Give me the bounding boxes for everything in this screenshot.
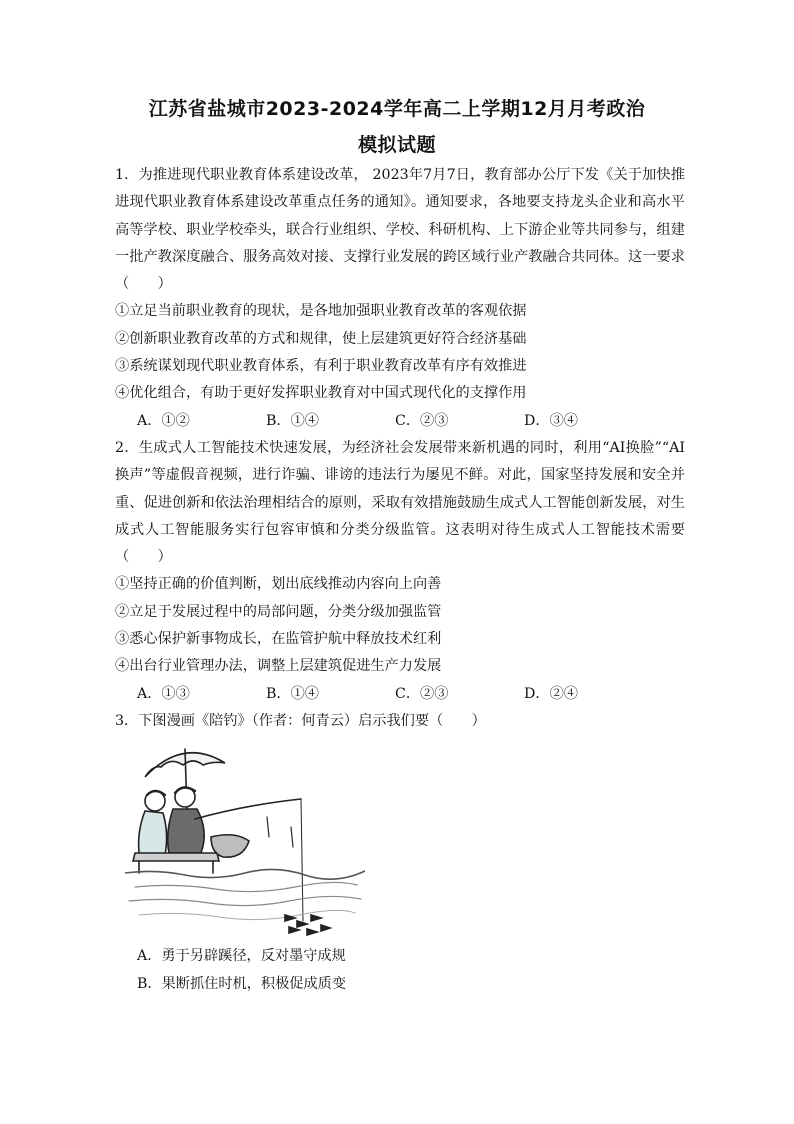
question-2-choice-b: B．①④	[266, 685, 319, 702]
question-2-choices	[115, 681, 685, 708]
question-1-statement-2: ②创新职业教育改革的方式和规律，使上层建筑更好符合经济基础	[115, 330, 527, 347]
question-1-choices	[115, 408, 685, 435]
question-1-statement-4: ④优化组合，有助于更好发挥职业教育对中国式现代化的支撑作用	[115, 385, 527, 402]
question-1-statement-1: ①立足当前职业教育的现状，是各地加强职业教育改革的客观依据	[115, 303, 527, 320]
question-1-choice-c: C．②③	[395, 412, 449, 429]
document-title: 江苏省盐城市2023-2024学年高二上学期12月月考政治	[148, 98, 646, 120]
question-2-statement-2: ②立足于发展过程中的局部问题，分类分级加强监管	[115, 603, 442, 620]
question-1-stem: 1．为推进现代职业教育体系建设改革， 2023年7月7日，教育部办公厅下发《关于加快推进现代职业教育体系建设改革重点任务的通知》。通知要求，各地要支持龙头企业和高水平高等学校、职业学校牵头，联合行业组织、学校、科研机构、上下游企业等共同参与，组建一批产教深度融合、服务高效对接、支撑行业发展的跨区域行业产教融合共同体。这一要求（ ）	[115, 167, 685, 293]
question-2-statement-3: ③悉心保护新事物成长，在监管护航中释放技术红利	[115, 631, 442, 648]
question-2-statement-1: ①坚持正确的价值判断，划出底线推动内容向上向善	[115, 576, 442, 593]
question-3-stem: 3．下图漫画《陪钓》（作者：何青云）启示我们要（ ）	[115, 712, 486, 729]
question-list	[115, 162, 685, 998]
question-2-statement-4: ④出台行业管理办法，调整上层建筑促进生产力发展	[115, 658, 442, 675]
question-3-option-b: B．果断抓住时机，积极促成质变	[137, 975, 347, 992]
document-subtitle: 模拟试题	[357, 134, 436, 156]
question-1-choice-a: A．①②	[137, 412, 190, 429]
question-2-choice-a: A．①③	[137, 685, 190, 702]
fishing-cartoon-image	[125, 741, 365, 941]
question-1-statement-3: ③系统谋划现代职业教育体系，有利于职业教育改革有序有效推进	[115, 358, 527, 375]
question-2-choice-d: D．②④	[524, 685, 578, 702]
question-1-choice-d: D．③④	[524, 412, 578, 429]
cartoon-illustration-icon	[125, 741, 365, 941]
question-2-choice-c: C．②③	[395, 685, 449, 702]
question-2-stem: 2．生成式人工智能技术快速发展，为经济社会发展带来新机遇的同时，利用“AI换脸”“AI换声”等虚假音视频，进行诈骗、诽谤的违法行为屡见不鲜。对此，国家坚持发展和安全并重、促进创新和依法治理相结合的原则，采取有效措施鼓励生成式人工智能创新发展，对生成式人工智能服务实行包容审慎和分类分级监管。这表明对待生成式人工智能技术需要（ ）	[115, 439, 685, 566]
question-1-choice-b: B．①④	[266, 412, 319, 429]
question-3-option-a: A．勇于另辟蹊径，反对墨守成规	[137, 948, 346, 965]
